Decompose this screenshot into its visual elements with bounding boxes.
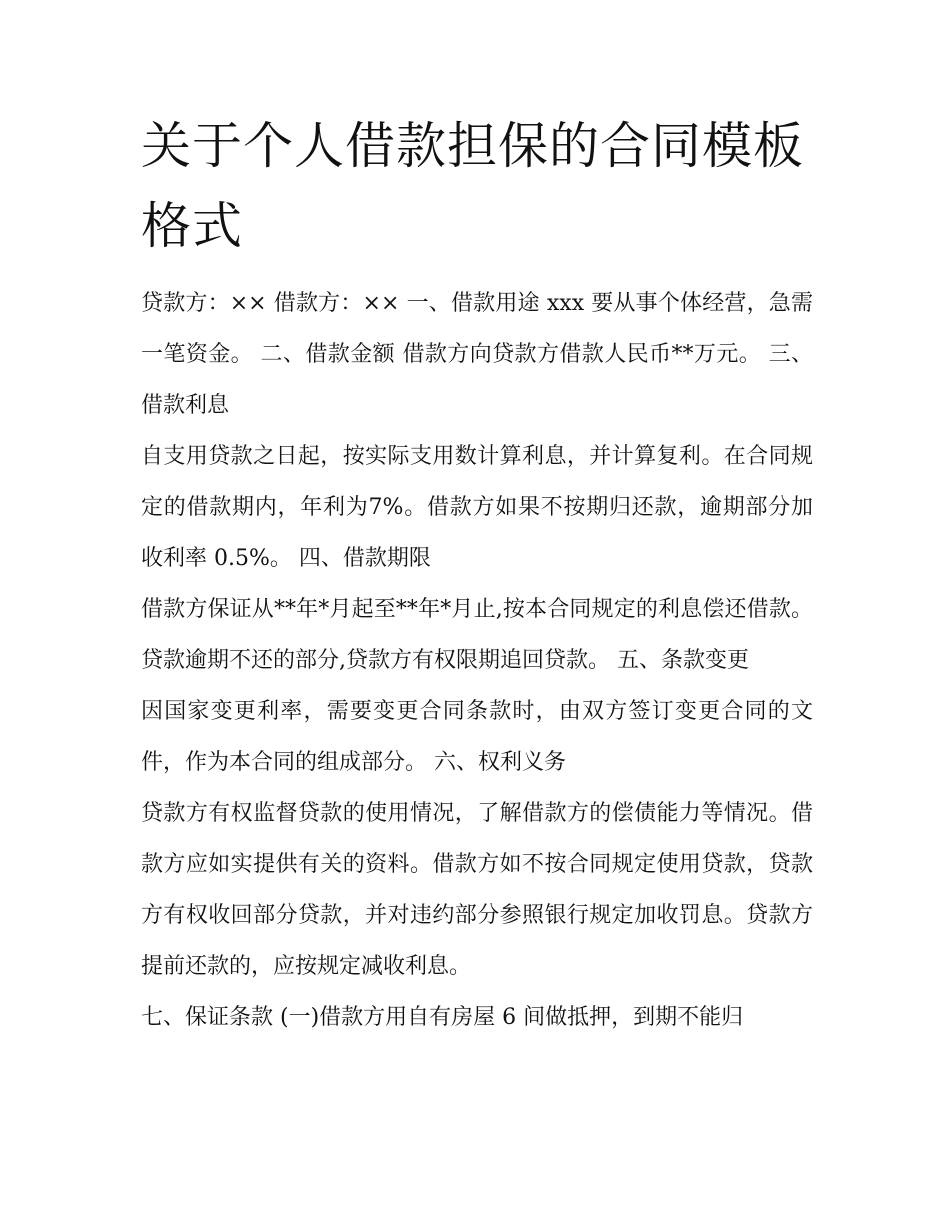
paragraph-loan-purpose: 贷款方：×× 借款方：×× 一、借款用途 xxx 要从事个体经营，急需一笔资金。 二、借款金额 借款方向贷款方借款人民币**万元。 三、借款利息 — [141, 291, 813, 418]
paragraph-interest: 自支用贷款之日起，按实际支用数计算利息，并计算复利。在合同规定的借款期内，年利为7%。借款方如果不按期归还款，逾期部分加收利率 0.5%。 四、借款期限 — [141, 444, 813, 571]
paragraph-guarantee: 七、保证条款 (一)借款方用自有房屋 6 间做抵押，到期不能归 — [141, 1005, 744, 1030]
document-body — [141, 278, 813, 1043]
paragraph-clause-change: 因国家变更利率，需要变更合同条款时，由双方签订变更合同的文件，作为本合同的组成部分。 六、权利义务 — [141, 699, 813, 775]
document-title: 关于个人借款担保的合同模板格式 — [141, 117, 804, 255]
paragraph-rights-obligations: 贷款方有权监督贷款的使用情况，了解借款方的偿债能力等情况。借款方应如实提供有关的资料。借款方如不按合同规定使用贷款，贷款方有权收回部分贷款，并对违约部分参照银行规定加收罚息。贷款方提前还款的，应按规定减收利息。 — [141, 801, 813, 979]
paragraph-loan-term: 借款方保证从**年*月起至**年*月止,按本合同规定的利息偿还借款。贷款逾期不还的部分,贷款方有权限期追回贷款。 五、条款变更 — [141, 597, 813, 673]
